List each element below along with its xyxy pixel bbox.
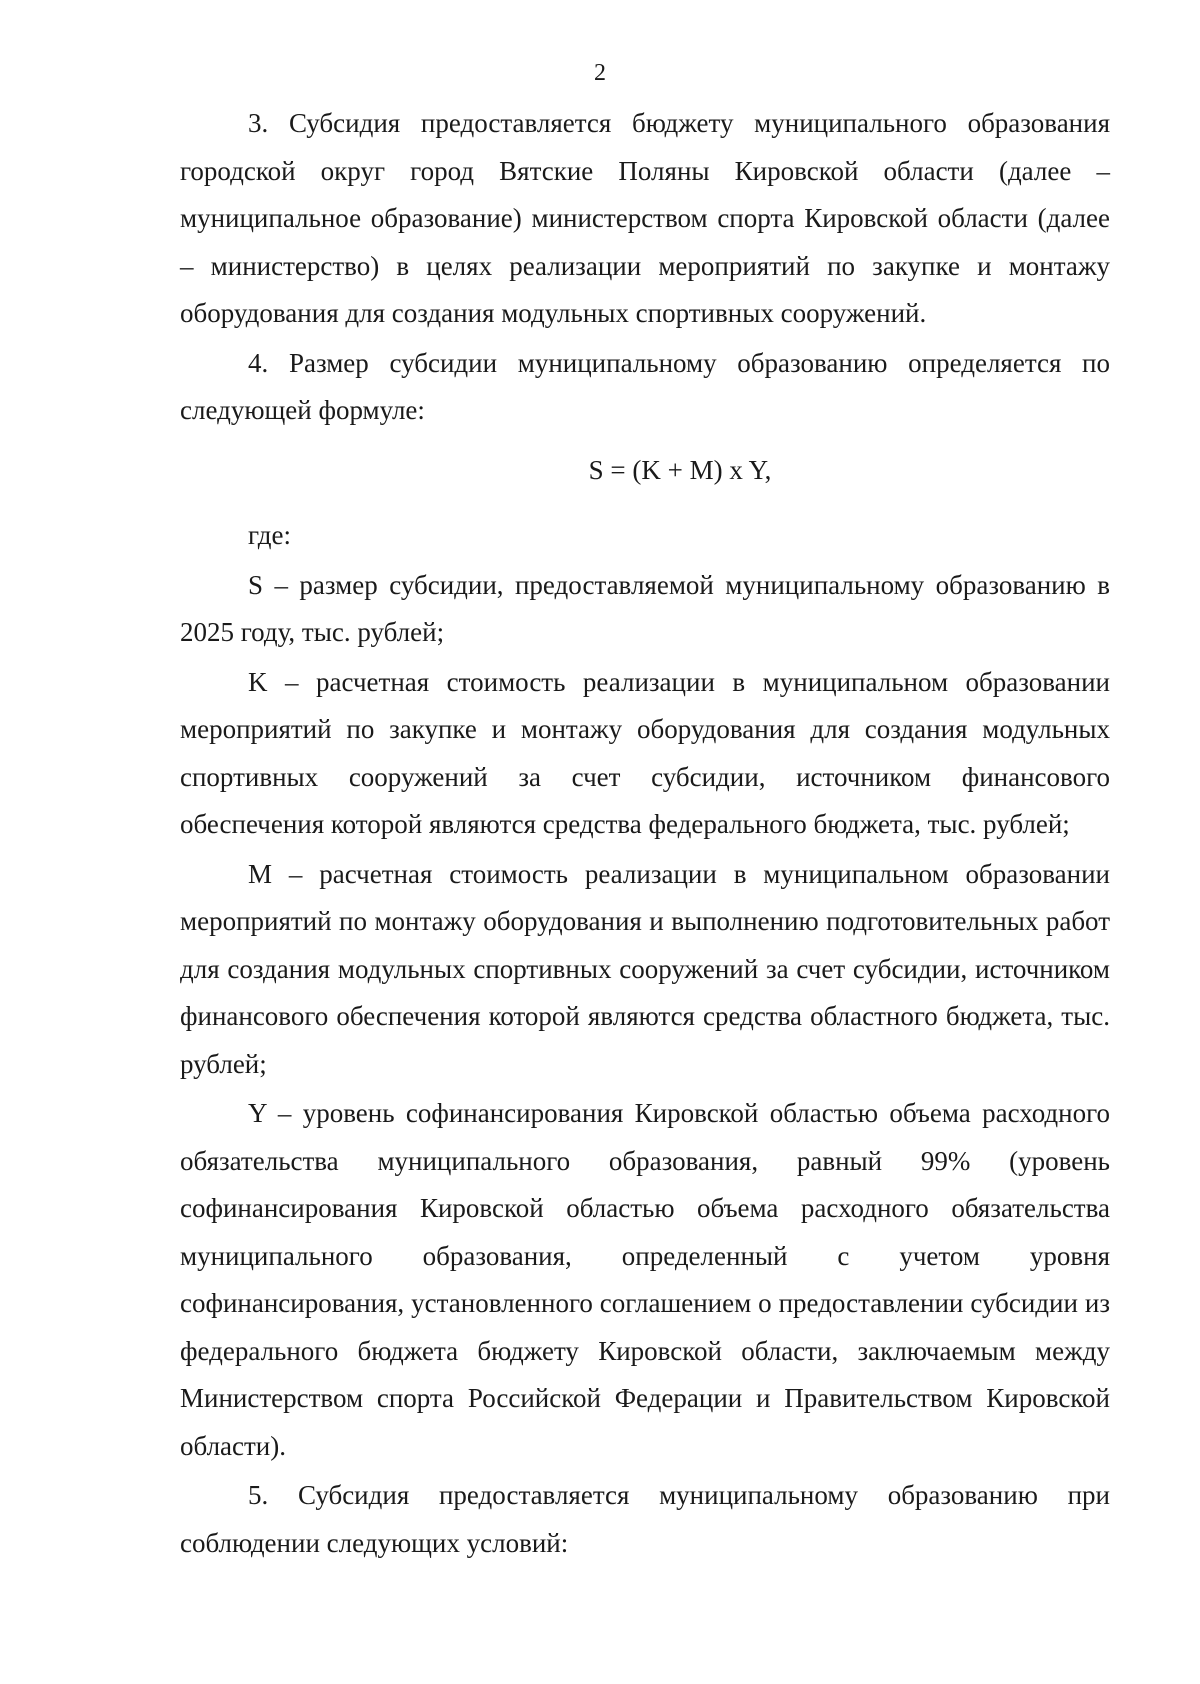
where-label: где:	[248, 520, 291, 550]
definition-s: S – размер субсидии, предоставляемой муниципальному образованию в 2025 году, тыс. рублей;	[180, 569, 1110, 647]
paragraph-3: 3. Субсидия предоставляется бюджету муниципального образования городской округ город Вятские Поляны Кировской области (далее – муниципальное образование) министерством спорта Кировской области (далее – министерство) в целях реализации мероприятий по закупке и монтажу оборудования для создания модульных спортивных сооружений.	[180, 108, 1110, 328]
definition-m: M – расчетная стоимость реализации в муниципальном образовании мероприятий по монтажу оборудования и выполнению подготовительных работ для создания модульных спортивных сооружений за счет субсидии, источником финансового обеспечения которой являются средства областного бюджета, тыс. рублей;	[180, 858, 1110, 1079]
document-body	[180, 100, 1110, 1567]
page-number: 2	[594, 60, 606, 86]
definition-k: K – расчетная стоимость реализации в муниципальном образовании мероприятий по закупке и монтажу оборудования для создания модульных спортивных сооружений за счет субсидии, источником финансового обеспечения которой являются средства федерального бюджета, тыс. рублей;	[180, 666, 1110, 839]
definition-y: Y – уровень софинансирования Кировской областью объема расходного обязательства муниципального образования, равный 99% (уровень софинансирования Кировской областью объема расходного обязательства муниципального образования, определенный с учетом уровня софинансирования, установленного соглашением о предоставлении субсидии из федерального бюджета бюджету Кировской области, заключаемым между Министерством спорта Российской Федерации и Правительством Кировской области).	[180, 1098, 1110, 1461]
subsidy-formula: S = (K + M) x Y,	[588, 454, 772, 485]
paragraph-4: 4. Размер субсидии муниципальному образованию определяется по следующей формуле:	[180, 347, 1110, 425]
paragraph-5: 5. Субсидия предоставляется муниципальному образованию при соблюдении следующих условий:	[180, 1480, 1110, 1558]
